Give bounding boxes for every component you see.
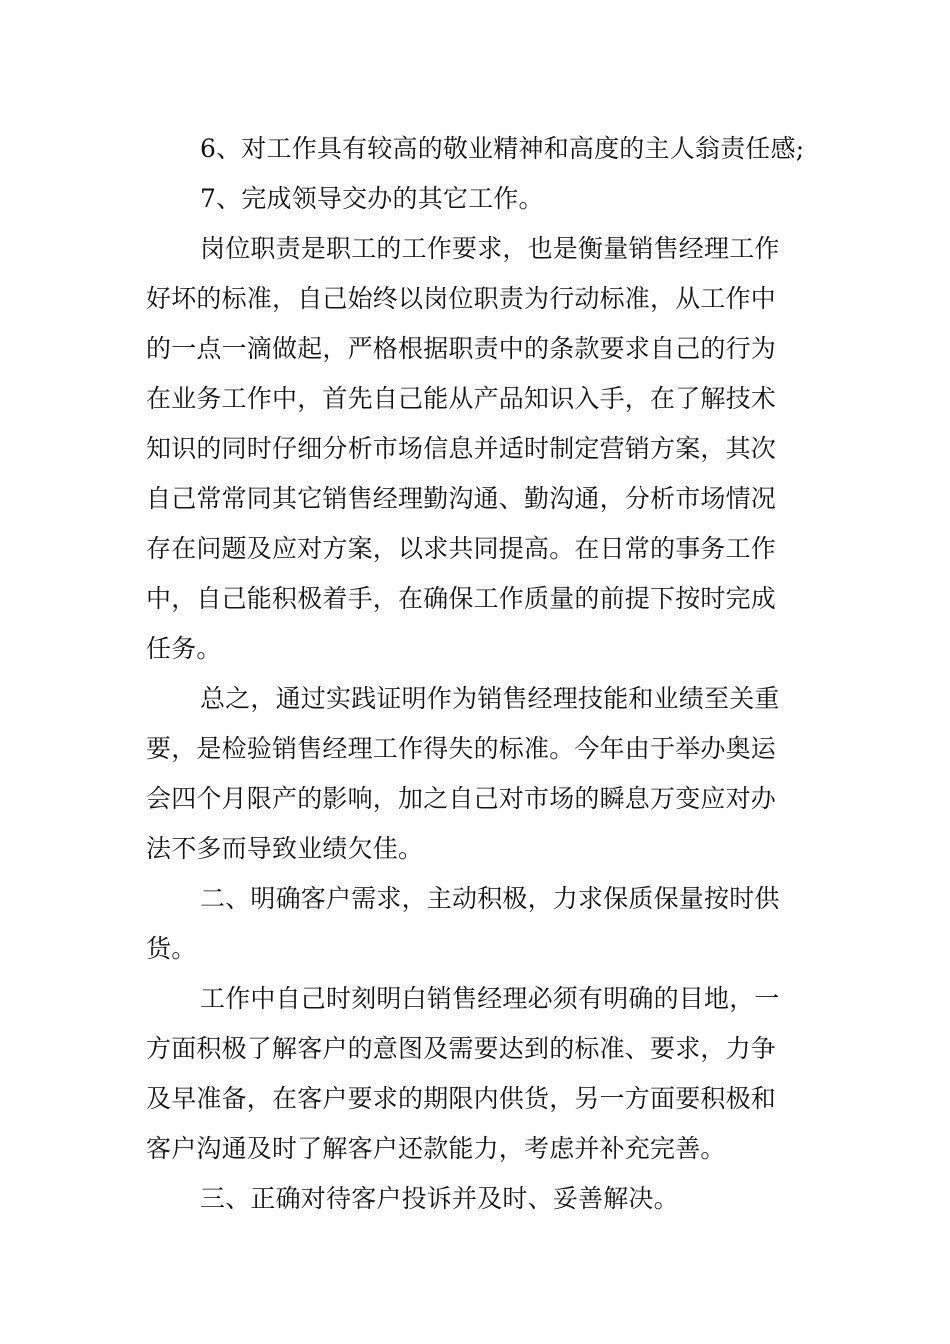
- paragraph-line: 会四个月限产的影响，加之自己对市场的瞬息万变应对办: [146, 784, 777, 813]
- paragraph-line: 岗位职责是职工的工作要求，也是衡量销售经理工作: [200, 234, 780, 263]
- paragraph-line: 在业务工作中，首先自己能从产品知识入手，在了解技术: [146, 384, 777, 413]
- list-item-7: 7、完成领导交办的其它工作。: [200, 184, 544, 213]
- paragraph-line: 总之，通过实践证明作为销售经理技能和业绩至关重: [200, 684, 780, 713]
- paragraph-line: 知识的同时仔细分析市场信息并适时制定营销方案，其次: [146, 434, 777, 463]
- paragraph-line: 好坏的标准，自己始终以岗位职责为行动标准，从工作中: [146, 284, 777, 313]
- paragraph-line: 自己常常同其它销售经理勤沟通、勤沟通，分析市场情况: [146, 484, 777, 513]
- paragraph-line: 存在问题及应对方案，以求共同提高。在日常的事务工作: [146, 534, 777, 563]
- section-heading-2: 二、明确客户需求，主动积极，力求保质保量按时供: [200, 884, 780, 913]
- paragraph-line: 要，是检验销售经理工作得失的标准。今年由于举办奥运: [146, 734, 777, 763]
- paragraph-line: 及早准备，在客户要求的期限内供货，另一方面要积极和: [146, 1084, 777, 1113]
- section-heading-2-continued: 货。: [146, 934, 197, 963]
- paragraph-line: 工作中自己时刻明白销售经理必须有明确的目地，一: [200, 984, 780, 1013]
- section-heading-3: 三、正确对待客户投诉并及时、妥善解决。: [200, 1184, 679, 1213]
- paragraph-line: 方面积极了解客户的意图及需要达到的标准、要求，力争: [146, 1034, 777, 1063]
- document-body: [146, 124, 806, 1224]
- paragraph-line: 任务。: [146, 634, 222, 663]
- paragraph-line: 客户沟通及时了解客户还款能力，考虑并补充完善。: [146, 1134, 726, 1163]
- paragraph-line: 中，自己能积极着手，在确保工作质量的前提下按时完成: [146, 584, 777, 613]
- list-item-6: 6、对工作具有较高的敬业精神和高度的主人翁责任感;: [200, 134, 805, 163]
- paragraph-line: 的一点一滴做起，严格根据职责中的条款要求自己的行为: [146, 334, 777, 363]
- paragraph-line: 法不多而导致业绩欠佳。: [146, 834, 424, 863]
